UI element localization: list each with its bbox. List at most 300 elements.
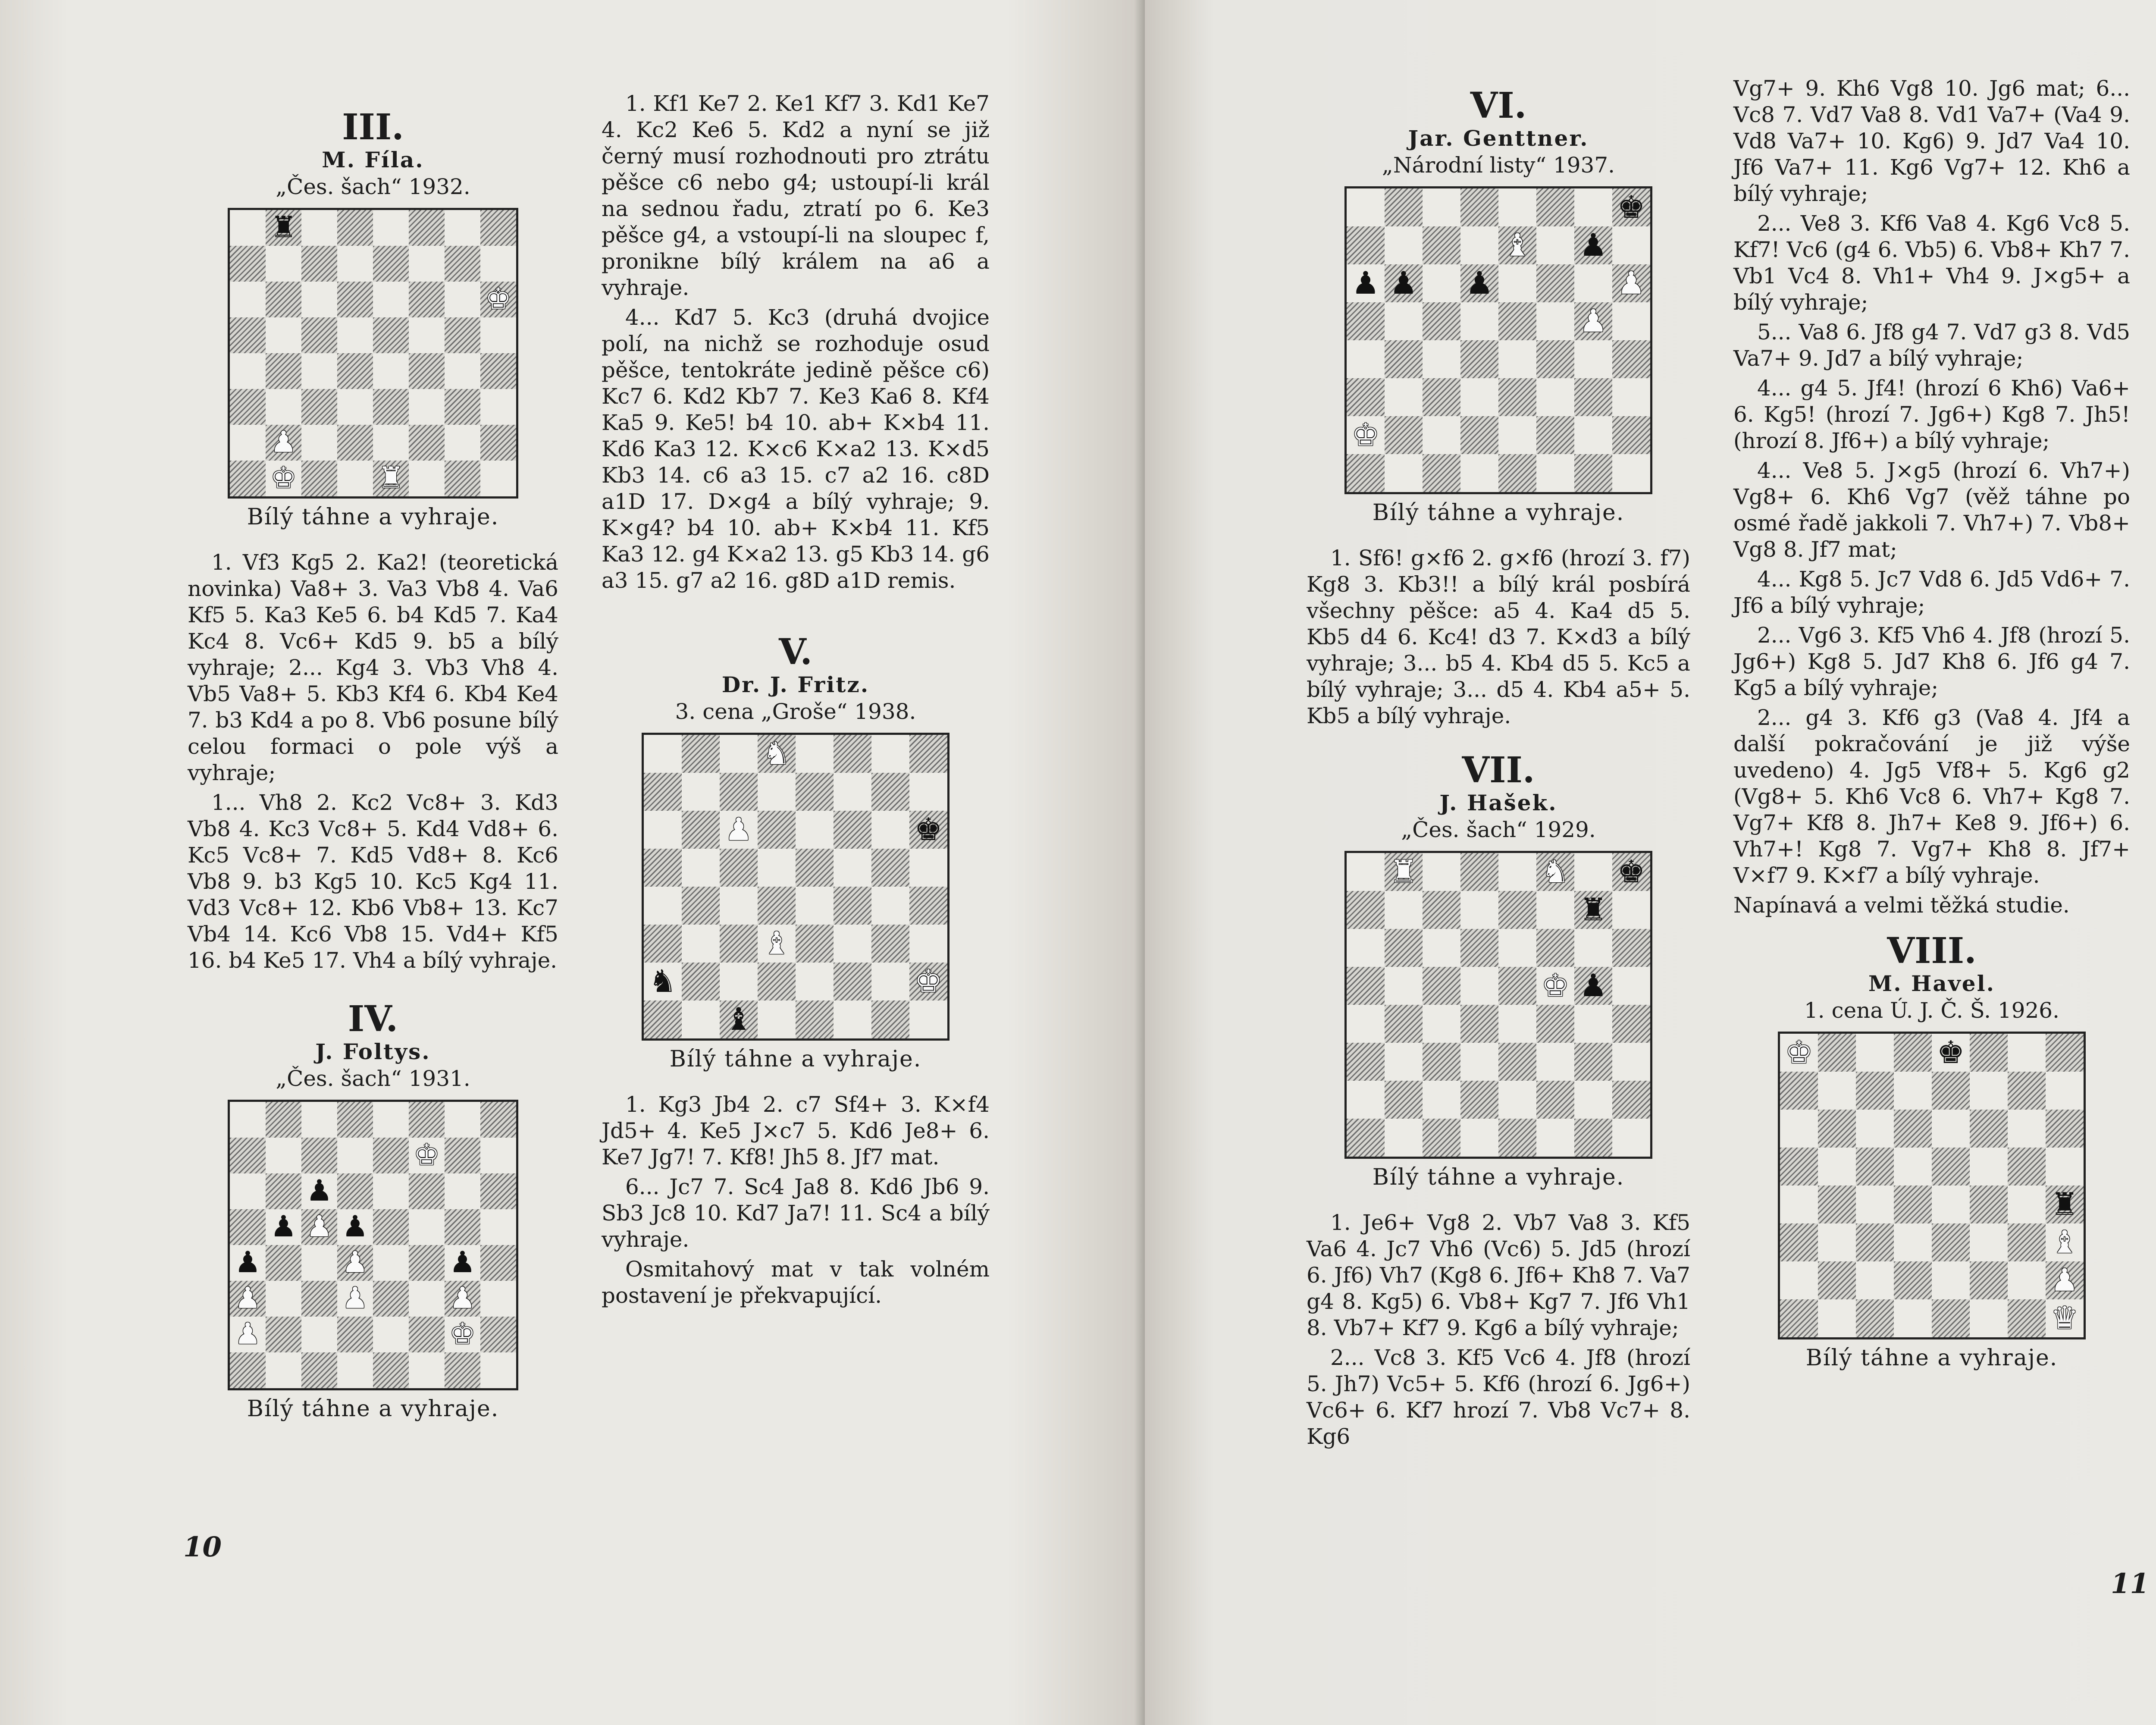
board-square bbox=[480, 353, 516, 389]
board-square bbox=[1460, 188, 1498, 226]
board-square bbox=[266, 1138, 301, 1173]
board-square bbox=[337, 1173, 373, 1209]
board-square bbox=[337, 1138, 373, 1173]
board-square bbox=[230, 1102, 266, 1138]
left-column-2 bbox=[602, 91, 990, 1312]
board-square bbox=[1347, 302, 1385, 340]
board-square bbox=[409, 1245, 445, 1281]
black-pawn-icon: ♟ bbox=[342, 1210, 368, 1244]
board-square bbox=[1347, 340, 1385, 378]
board-square bbox=[480, 210, 516, 246]
white-pawn-icon: ♟ bbox=[234, 1281, 261, 1316]
black-rook-icon: ♜ bbox=[2050, 1186, 2079, 1223]
board-square bbox=[1423, 302, 1460, 340]
board-square bbox=[409, 425, 445, 461]
board-square bbox=[1460, 1043, 1498, 1081]
board-square bbox=[301, 461, 337, 496]
board-square bbox=[480, 246, 516, 282]
board-square bbox=[409, 317, 445, 353]
white-king-icon: ♚ bbox=[1541, 967, 1570, 1004]
board-square bbox=[682, 773, 720, 811]
board-square bbox=[1347, 188, 1385, 226]
board-square bbox=[1818, 1148, 1856, 1186]
board-square bbox=[1460, 454, 1498, 492]
board-square bbox=[1460, 378, 1498, 416]
board-square bbox=[644, 887, 682, 925]
board-square bbox=[373, 1281, 409, 1317]
white-king-icon: ♚ bbox=[1785, 1034, 1813, 1071]
board-square bbox=[337, 1102, 373, 1138]
board-square bbox=[1460, 302, 1498, 340]
board-square bbox=[796, 925, 834, 963]
board-square bbox=[796, 735, 834, 773]
board-square bbox=[2008, 1148, 2046, 1186]
board-square bbox=[1780, 1148, 1818, 1186]
board-square bbox=[1970, 1148, 2008, 1186]
board-square bbox=[871, 735, 909, 773]
board-square bbox=[1498, 188, 1536, 226]
black-pawn-icon: ♟ bbox=[306, 1174, 332, 1208]
solution-VII-cont-1: Vg7+ 9. Kh6 Vg8 10. Jg6 mat; 6... Vc8 7. Vd7 Va8 8. Vd1 Va7+ (Va4 9. Vd8 Va7+ 10. Kg6) 9. Jd7 Va4 10. Jf6 Va7+ 11. Kg6 Vg7+ 12. Kh6 a bílý vyhraje; bbox=[1733, 76, 2130, 206]
board-square bbox=[373, 389, 409, 425]
board-square bbox=[445, 1209, 480, 1245]
board-square bbox=[1574, 1119, 1612, 1157]
problem-VIII bbox=[1733, 932, 2130, 1373]
solution-V-para-1: 1. Kg3 Jb4 2. c7 Sf4+ 3. K×f4 Jd5+ 4. Ke5 J×c7 5. Kd6 Je8+ 6. Ke7 Jg7! 7. Kf8! Jh5 8. Jf7 mat. bbox=[602, 1092, 990, 1170]
board-square bbox=[1818, 1072, 1856, 1110]
board-square bbox=[337, 425, 373, 461]
problem-V-caption: Bílý táhne a vyhraje. bbox=[669, 1046, 922, 1072]
board-square bbox=[445, 425, 480, 461]
board-square bbox=[230, 1173, 266, 1209]
board-square bbox=[1460, 340, 1498, 378]
board-square bbox=[1970, 1299, 2008, 1337]
board-square bbox=[834, 963, 871, 1000]
board-square bbox=[301, 282, 337, 317]
board-square bbox=[1856, 1110, 1894, 1148]
solution-VII-comment: Napínavá a velmi těžká studie. bbox=[1733, 893, 2070, 918]
board-square bbox=[1612, 1005, 1650, 1043]
board-square bbox=[230, 246, 266, 282]
problem-VII-numeral: VII. bbox=[1462, 750, 1535, 791]
board-square bbox=[1460, 1119, 1498, 1157]
board-square bbox=[1460, 1081, 1498, 1119]
white-knight-icon: ♞ bbox=[1541, 853, 1570, 890]
solution-VII-cont-2: 2... Ve8 3. Kf6 Va8 4. Kg6 Vc8 5. Kf7! Vc6 (g4 6. Vb5) 6. Vb8+ Kh7 7. Vb1 Vc4 8. Vh1+ Vh4 9. J×g5+ a bílý vyhraje; bbox=[1733, 211, 2130, 315]
board-square bbox=[301, 389, 337, 425]
board-square bbox=[1498, 340, 1536, 378]
board-square bbox=[644, 849, 682, 887]
board-square bbox=[445, 461, 480, 496]
board-square bbox=[2008, 1072, 2046, 1110]
board-square bbox=[644, 1000, 682, 1038]
board-square bbox=[2008, 1299, 2046, 1337]
board-square bbox=[301, 246, 337, 282]
problem-III-author: M. Fíla. bbox=[322, 147, 424, 172]
board-square bbox=[2046, 1034, 2084, 1072]
board-square bbox=[1498, 1119, 1536, 1157]
board-square bbox=[1385, 967, 1423, 1005]
board-square bbox=[445, 1352, 480, 1388]
problem-VI-numeral: VI. bbox=[1470, 85, 1527, 126]
board-square bbox=[720, 925, 758, 963]
page-number-left: 10 bbox=[183, 1531, 222, 1563]
problem-VI-caption: Bílý táhne a vyhraje. bbox=[1372, 500, 1625, 526]
board-square bbox=[2008, 1110, 2046, 1148]
board-square bbox=[1612, 1043, 1650, 1081]
black-pawn-icon: ♟ bbox=[1351, 265, 1380, 301]
board-square bbox=[1385, 378, 1423, 416]
board-square bbox=[1536, 1119, 1574, 1157]
board-square bbox=[2008, 1034, 2046, 1072]
board-square bbox=[1574, 416, 1612, 454]
board-square bbox=[871, 1000, 909, 1038]
board-square bbox=[337, 282, 373, 317]
problem-VII-author: J. Hašek. bbox=[1439, 790, 1557, 815]
white-pawn-icon: ♟ bbox=[270, 425, 297, 460]
problem-IV-author: J. Foltys. bbox=[315, 1039, 431, 1064]
board-square bbox=[409, 1352, 445, 1388]
board-square bbox=[480, 1281, 516, 1317]
board-square bbox=[1498, 454, 1536, 492]
board-square bbox=[409, 389, 445, 425]
solution-V-para-2: 6... Jc7 7. Sc4 Ja8 8. Kd6 Jb6 9. Sb3 Jc8 10. Kd7 Ja7! 11. Sc4 a bílý vyhraje. bbox=[602, 1174, 990, 1252]
board-square bbox=[1856, 1186, 1894, 1223]
board-square bbox=[758, 1000, 796, 1038]
board-square bbox=[796, 887, 834, 925]
solution-VII-cont-8: 2... g4 3. Kf6 g3 (Va8 4. Jf4 a další pokračování je již výše uvedeno) 4. Jg5 Vf8+ 5. Kg6 g2 (Vg8+ 5. Kh6 Vc8 6. Vh7+ Kg8 7. Vg7+ Kf8 8. Jh7+ Ke8 9. Jf6+) 6. Vh7+! Kg8 7. Vg7+ Kh8 8. Jf7+ V×f7 9. K×f7 a bílý vyhraje. bbox=[1733, 705, 2130, 888]
board-square bbox=[266, 1245, 301, 1281]
board-square bbox=[1423, 188, 1460, 226]
board-square bbox=[1347, 967, 1385, 1005]
solution-III-para-1: 1. Vf3 Kg5 2. Ka2! (teoretická novinka) Va8+ 3. Va3 Vb8 4. Va6 Kf5 5. Ka3 Ke5 6. b4 Kd5 7. Ka4 Kc4 8. Vc6+ Kd5 9. b5 a bílý vyhraje; 2... Kg4 3. Vb3 Vh8 4. Vb5 Va8+ 5. Kb3 Kf4 6. Kb4 Ke4 7. b3 Kd4 a po 8. Vb6 posune bílý celou formaci o pole výš a vyhraje; bbox=[188, 550, 558, 785]
board-square bbox=[796, 963, 834, 1000]
board-square bbox=[373, 1138, 409, 1173]
board-square bbox=[1612, 302, 1650, 340]
problem-V bbox=[602, 633, 990, 1074]
black-king-icon: ♚ bbox=[914, 811, 943, 848]
board-square bbox=[1536, 929, 1574, 967]
board-square bbox=[230, 461, 266, 496]
board-square bbox=[1894, 1261, 1932, 1299]
board-square bbox=[2046, 1110, 2084, 1148]
board-square bbox=[480, 1138, 516, 1173]
board-square bbox=[301, 425, 337, 461]
board-square bbox=[758, 887, 796, 925]
solution-IV-para-2: 4... Kd7 5. Kc3 (druhá dvojice polí, na nichž se rozhoduje osud pěšce, tentokráte jedině pěšce c6) Kc7 6. Kd2 Kb7 7. Ke3 Ka6 8. Kf4 Ka5 9. Ke5! b4 10. ab+ K×b4 11. Kd6 Ka3 12. K×c6 K×a2 13. K×d5 Kb3 14. c6 a3 15. c7 a2 16. c8D a1D 17. D×g4 a bílý vyhraje; 9. K×g4? b4 10. ab+ K×b4 11. Kf5 Ka3 12. g4 K×a2 13. g5 Kb3 14. g6 a3 15. g7 a2 16. g8D a1D remis. bbox=[602, 305, 990, 593]
board-square bbox=[266, 282, 301, 317]
board-square bbox=[871, 887, 909, 925]
board-square bbox=[480, 1317, 516, 1352]
board-square bbox=[480, 1352, 516, 1388]
board-square bbox=[266, 1317, 301, 1352]
white-king-icon: ♚ bbox=[485, 282, 511, 317]
board-square bbox=[1423, 1119, 1460, 1157]
solution-III-para-2: 1... Vh8 2. Kc2 Vc8+ 3. Kd3 Vb8 4. Kc3 Vc8+ 5. Kd4 Vd8+ 6. Kc5 Vc8+ 7. Kd5 Vd8+ 8. Kc6 Vb8 9. b3 Kg5 10. Kc5 Kg4 11. Vd3 Vc8+ 12. Kb6 Vb8+ 13. Kc7 Vb4 14. Kc6 Vb8 15. Vd4+ Kf5 16. b4 Ke5 17. Vh4 a bílý vyhraje. bbox=[188, 790, 558, 973]
board-square bbox=[1970, 1110, 2008, 1148]
black-pawn-icon: ♟ bbox=[270, 1210, 297, 1244]
board-square bbox=[796, 811, 834, 849]
black-pawn-icon: ♟ bbox=[449, 1245, 476, 1280]
board-square bbox=[1385, 302, 1423, 340]
board-square bbox=[1536, 891, 1574, 929]
chess-board-V bbox=[642, 733, 950, 1041]
board-square bbox=[1818, 1186, 1856, 1223]
board-square bbox=[266, 389, 301, 425]
board-square bbox=[1498, 1081, 1536, 1119]
board-square bbox=[1385, 1119, 1423, 1157]
white-king-icon: ♚ bbox=[449, 1317, 476, 1352]
board-square bbox=[682, 811, 720, 849]
board-square bbox=[644, 773, 682, 811]
board-square bbox=[871, 963, 909, 1000]
problem-VII bbox=[1307, 751, 1690, 1192]
board-square bbox=[1894, 1223, 1932, 1261]
black-pawn-icon: ♟ bbox=[1579, 967, 1608, 1004]
board-square bbox=[1932, 1223, 1970, 1261]
board-square bbox=[1894, 1034, 1932, 1072]
board-square bbox=[445, 210, 480, 246]
board-square bbox=[373, 210, 409, 246]
board-square bbox=[480, 1102, 516, 1138]
board-square bbox=[266, 1102, 301, 1138]
board-square bbox=[2008, 1186, 2046, 1223]
board-square bbox=[1385, 891, 1423, 929]
board-square bbox=[230, 425, 266, 461]
board-square bbox=[1385, 416, 1423, 454]
black-king-icon: ♚ bbox=[1937, 1034, 1965, 1071]
board-square bbox=[409, 1281, 445, 1317]
board-square bbox=[644, 811, 682, 849]
white-pawn-icon: ♟ bbox=[2050, 1262, 2079, 1298]
board-square bbox=[1498, 264, 1536, 302]
board-square bbox=[230, 317, 266, 353]
board-square bbox=[1536, 416, 1574, 454]
white-pawn-icon: ♟ bbox=[724, 811, 753, 848]
board-square bbox=[1347, 891, 1385, 929]
board-square bbox=[1347, 1043, 1385, 1081]
board-square bbox=[373, 1102, 409, 1138]
board-square bbox=[230, 353, 266, 389]
solution-VII-cont-5: 4... Ve8 5. J×g5 (hrozí 6. Vh7+) Vg8+ 6. Kh6 Vg7 (věž táhne po osmé řadě jakkoli 7. Vh7+) 7. Vb8+ Vg8 8. Jf7 mat; bbox=[1733, 458, 2130, 562]
board-square bbox=[1932, 1299, 1970, 1337]
board-square bbox=[1932, 1072, 1970, 1110]
board-square bbox=[834, 849, 871, 887]
board-square bbox=[1818, 1261, 1856, 1299]
board-square bbox=[1423, 1043, 1460, 1081]
board-square bbox=[1385, 226, 1423, 264]
board-square bbox=[1498, 891, 1536, 929]
board-square bbox=[373, 1352, 409, 1388]
white-king-icon: ♚ bbox=[270, 461, 297, 496]
board-square bbox=[1460, 226, 1498, 264]
page-number-right: 11 bbox=[2111, 1568, 2150, 1600]
board-square bbox=[266, 1352, 301, 1388]
board-square bbox=[1347, 378, 1385, 416]
board-square bbox=[720, 773, 758, 811]
chess-board-VIII bbox=[1778, 1032, 2086, 1339]
board-square bbox=[1347, 929, 1385, 967]
board-square bbox=[1574, 1005, 1612, 1043]
board-square bbox=[1612, 1081, 1650, 1119]
board-square bbox=[1423, 891, 1460, 929]
problem-VI bbox=[1307, 86, 1690, 528]
board-square bbox=[1970, 1186, 2008, 1223]
solution-VII-cont-3: 5... Va8 6. Jf8 g4 7. Vd7 g3 8. Vd5 Va7+ 9. Jd7 a bílý vyhraje; bbox=[1733, 320, 2130, 371]
board-square bbox=[1385, 454, 1423, 492]
board-square bbox=[480, 1209, 516, 1245]
board-square bbox=[373, 317, 409, 353]
board-square bbox=[1894, 1299, 1932, 1337]
board-square bbox=[1970, 1223, 2008, 1261]
white-pawn-icon: ♟ bbox=[449, 1281, 476, 1316]
board-square bbox=[682, 735, 720, 773]
board-square bbox=[337, 317, 373, 353]
board-square bbox=[1970, 1034, 2008, 1072]
board-square bbox=[2008, 1223, 2046, 1261]
board-square bbox=[1932, 1110, 1970, 1148]
board-square bbox=[301, 1281, 337, 1317]
problem-VIII-caption: Bílý táhne a vyhraje. bbox=[1805, 1345, 2058, 1371]
board-square bbox=[266, 1281, 301, 1317]
board-square bbox=[373, 246, 409, 282]
board-square bbox=[1498, 967, 1536, 1005]
board-square bbox=[445, 1102, 480, 1138]
board-square bbox=[682, 963, 720, 1000]
board-square bbox=[337, 461, 373, 496]
problem-III-caption: Bílý táhne a vyhraje. bbox=[247, 504, 499, 530]
board-square bbox=[1498, 1005, 1536, 1043]
board-square bbox=[796, 1000, 834, 1038]
board-square bbox=[373, 1317, 409, 1352]
board-square bbox=[1574, 340, 1612, 378]
board-square bbox=[230, 282, 266, 317]
board-square bbox=[1574, 188, 1612, 226]
board-square bbox=[1932, 1148, 1970, 1186]
board-square bbox=[796, 773, 834, 811]
board-square bbox=[445, 317, 480, 353]
problem-IV-caption: Bílý táhne a vyhraje. bbox=[247, 1396, 499, 1422]
board-square bbox=[1423, 1005, 1460, 1043]
black-rook-icon: ♜ bbox=[270, 210, 297, 245]
board-square bbox=[301, 1138, 337, 1173]
board-square bbox=[480, 461, 516, 496]
board-square bbox=[1612, 1119, 1650, 1157]
board-square bbox=[1780, 1223, 1818, 1261]
board-square bbox=[834, 773, 871, 811]
board-square bbox=[480, 1173, 516, 1209]
white-pawn-icon: ♟ bbox=[342, 1281, 368, 1316]
white-knight-icon: ♞ bbox=[762, 735, 791, 772]
board-square bbox=[337, 1352, 373, 1388]
board-square bbox=[409, 246, 445, 282]
board-square bbox=[1423, 378, 1460, 416]
board-square bbox=[445, 1173, 480, 1209]
problem-III-numeral: III. bbox=[342, 107, 404, 148]
board-square bbox=[1612, 226, 1650, 264]
board-square bbox=[445, 282, 480, 317]
board-square bbox=[758, 773, 796, 811]
board-square bbox=[1423, 226, 1460, 264]
problem-VIII-numeral: VIII. bbox=[1887, 930, 1977, 972]
problem-IV-numeral: IV. bbox=[348, 998, 398, 1040]
white-bishop-icon: ♝ bbox=[2050, 1224, 2079, 1261]
board-square bbox=[230, 1138, 266, 1173]
problem-VI-author: Jar. Genttner. bbox=[1408, 125, 1589, 151]
board-square bbox=[1574, 264, 1612, 302]
board-square bbox=[871, 925, 909, 963]
chess-board-III bbox=[228, 208, 518, 499]
white-pawn-icon: ♟ bbox=[1579, 303, 1608, 339]
board-square bbox=[1574, 378, 1612, 416]
board-square bbox=[1574, 1043, 1612, 1081]
black-pawn-icon: ♟ bbox=[1465, 265, 1494, 301]
board-square bbox=[409, 1317, 445, 1352]
board-square bbox=[720, 735, 758, 773]
white-king-icon: ♚ bbox=[413, 1138, 440, 1173]
board-square bbox=[1856, 1072, 1894, 1110]
board-square bbox=[266, 317, 301, 353]
board-square bbox=[1856, 1223, 1894, 1261]
board-square bbox=[266, 1173, 301, 1209]
board-square bbox=[1780, 1186, 1818, 1223]
solution-VII-cont-7: 2... Vg6 3. Kf5 Vh6 4. Jf8 (hrozí 5. Jg6+) Kg8 5. Jd7 Kh8 6. Jf6 g4 7. Kg5 a bílý vyhraje; bbox=[1733, 623, 2130, 700]
board-square bbox=[1498, 1043, 1536, 1081]
board-square bbox=[758, 811, 796, 849]
board-square bbox=[682, 887, 720, 925]
problem-VII-caption: Bílý táhne a vyhraje. bbox=[1372, 1164, 1625, 1190]
board-square bbox=[230, 389, 266, 425]
board-square bbox=[1856, 1148, 1894, 1186]
board-square bbox=[409, 210, 445, 246]
board-square bbox=[266, 353, 301, 389]
board-square bbox=[301, 210, 337, 246]
left-column-1 bbox=[188, 108, 558, 1441]
board-square bbox=[909, 887, 947, 925]
board-square bbox=[834, 735, 871, 773]
board-square bbox=[758, 849, 796, 887]
board-square bbox=[373, 425, 409, 461]
board-square bbox=[1932, 1186, 1970, 1223]
solution-VII-cont-6: 4... Kg8 5. Jc7 Vd8 6. Jd5 Vd6+ 7. Jf6 a bílý vyhraje; bbox=[1733, 567, 2130, 618]
board-square bbox=[834, 887, 871, 925]
board-square bbox=[1818, 1299, 1856, 1337]
white-pawn-icon: ♟ bbox=[1617, 265, 1645, 301]
board-square bbox=[480, 425, 516, 461]
problem-V-author: Dr. J. Fritz. bbox=[721, 672, 870, 697]
board-square bbox=[1347, 1119, 1385, 1157]
black-pawn-icon: ♟ bbox=[234, 1245, 261, 1280]
solution-VI-para-1: 1. Sf6! g×f6 2. g×f6 (hrozí 3. f7) Kg8 3. Kb3!! a bílý král posbírá všechny pěšce: a5 4. Ka4 d5 5. Kb5 d4 6. Kc4! d3 7. K×d3 a bílý vyhraje; 3... b5 4. Kb4 d5 5. Kc5 a bílý vyhraje; 3... d5 4. Kb4 a5+ 5. Kb5 a bílý vyhraje. bbox=[1307, 546, 1690, 728]
board-square bbox=[1498, 302, 1536, 340]
board-square bbox=[230, 210, 266, 246]
board-square bbox=[871, 773, 909, 811]
board-square bbox=[1385, 340, 1423, 378]
chess-board-VI bbox=[1344, 186, 1652, 494]
chess-board-IV bbox=[228, 1100, 518, 1390]
board-square bbox=[1498, 929, 1536, 967]
board-square bbox=[480, 1245, 516, 1281]
board-square bbox=[1612, 929, 1650, 967]
board-square bbox=[1612, 967, 1650, 1005]
board-square bbox=[834, 811, 871, 849]
board-square bbox=[1970, 1072, 2008, 1110]
board-square bbox=[2046, 1072, 2084, 1110]
board-square bbox=[409, 353, 445, 389]
board-square bbox=[1536, 1005, 1574, 1043]
board-square bbox=[1856, 1299, 1894, 1337]
board-square bbox=[1818, 1110, 1856, 1148]
